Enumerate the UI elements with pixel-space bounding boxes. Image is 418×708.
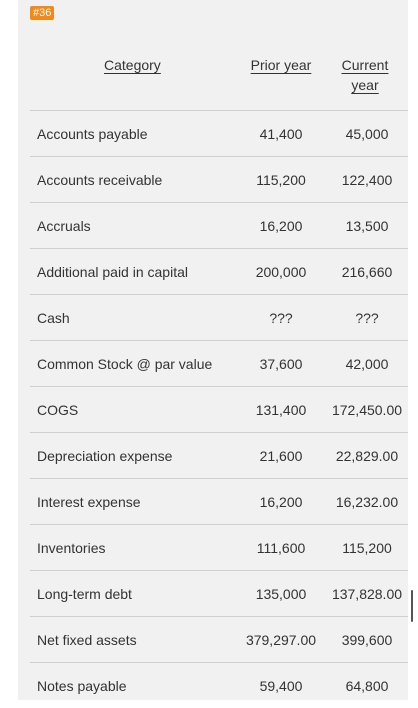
row-category: Accounts payable [37,126,148,142]
row-current-value: 216,660 [341,264,393,280]
row-current-value: 42,000 [345,356,389,372]
row-category: COGS [37,402,79,418]
table-row [30,111,408,157]
row-category: Accounts receivable [37,172,163,188]
row-current-value: 16,232.00 [335,494,399,510]
row-prior-value: 41,400 [259,126,303,142]
row-current-value: 399,600 [341,632,393,648]
row-prior-value: 131,400 [255,402,307,418]
table-header [30,45,408,111]
table-row [30,249,408,295]
row-category: Accruals [37,218,91,234]
row-category: Additional paid in capital [37,264,188,280]
row-prior-value: 200,000 [255,264,307,280]
table-row [30,479,408,525]
row-current-value: 115,200 [342,540,392,556]
header-current-line1: Current [341,57,389,73]
row-current-value: 172,450.00 [331,402,403,418]
header-current-year [335,55,395,95]
row-current-value: 45,000 [345,126,389,142]
table-row [30,295,408,341]
table-row [30,525,408,571]
row-current-value: 22,829.00 [335,448,399,464]
row-category: Depreciation expense [37,448,173,464]
row-category: Common Stock @ par value [37,356,213,372]
row-category: Inventories [37,540,106,556]
row-category: Long-term debt [37,586,132,602]
header-current-line2: year [351,77,379,93]
header-prior-year: Prior year [250,57,312,73]
table-row [30,617,408,663]
table-row [30,157,408,203]
table-row [30,341,408,387]
financial-table [30,45,408,708]
row-prior-value: ??? [269,310,293,326]
row-prior-value: 37,600 [259,356,303,372]
table-row [30,571,408,617]
row-category: Notes payable [37,678,127,694]
row-prior-value: 59,400 [259,678,303,694]
row-current-value: 137,828.00 [331,586,403,602]
row-current-value: 64,800 [345,678,389,694]
row-category: Interest expense [37,494,141,510]
row-current-value: 122,400 [341,172,393,188]
row-prior-value: 16,200 [259,494,303,510]
table-row [30,663,408,708]
header-category: Category [104,57,161,73]
table-row [30,433,408,479]
row-prior-value: 379,297.00 [245,632,317,648]
row-current-value: 13,500 [345,218,389,234]
row-prior-value: 21,600 [259,448,303,464]
row-category: Cash [37,310,70,326]
row-prior-value: 135,000 [255,586,307,602]
row-prior-value: 115,200 [256,172,306,188]
row-category: Net fixed assets [37,632,137,648]
row-prior-value: 16,200 [259,218,303,234]
row-current-value: ??? [355,310,379,326]
vertical-scrollbar[interactable] [411,590,413,622]
row-prior-value: 111,600 [256,540,306,556]
table-row [30,203,408,249]
question-number-badge: #36 [30,6,54,20]
table-row [30,387,408,433]
